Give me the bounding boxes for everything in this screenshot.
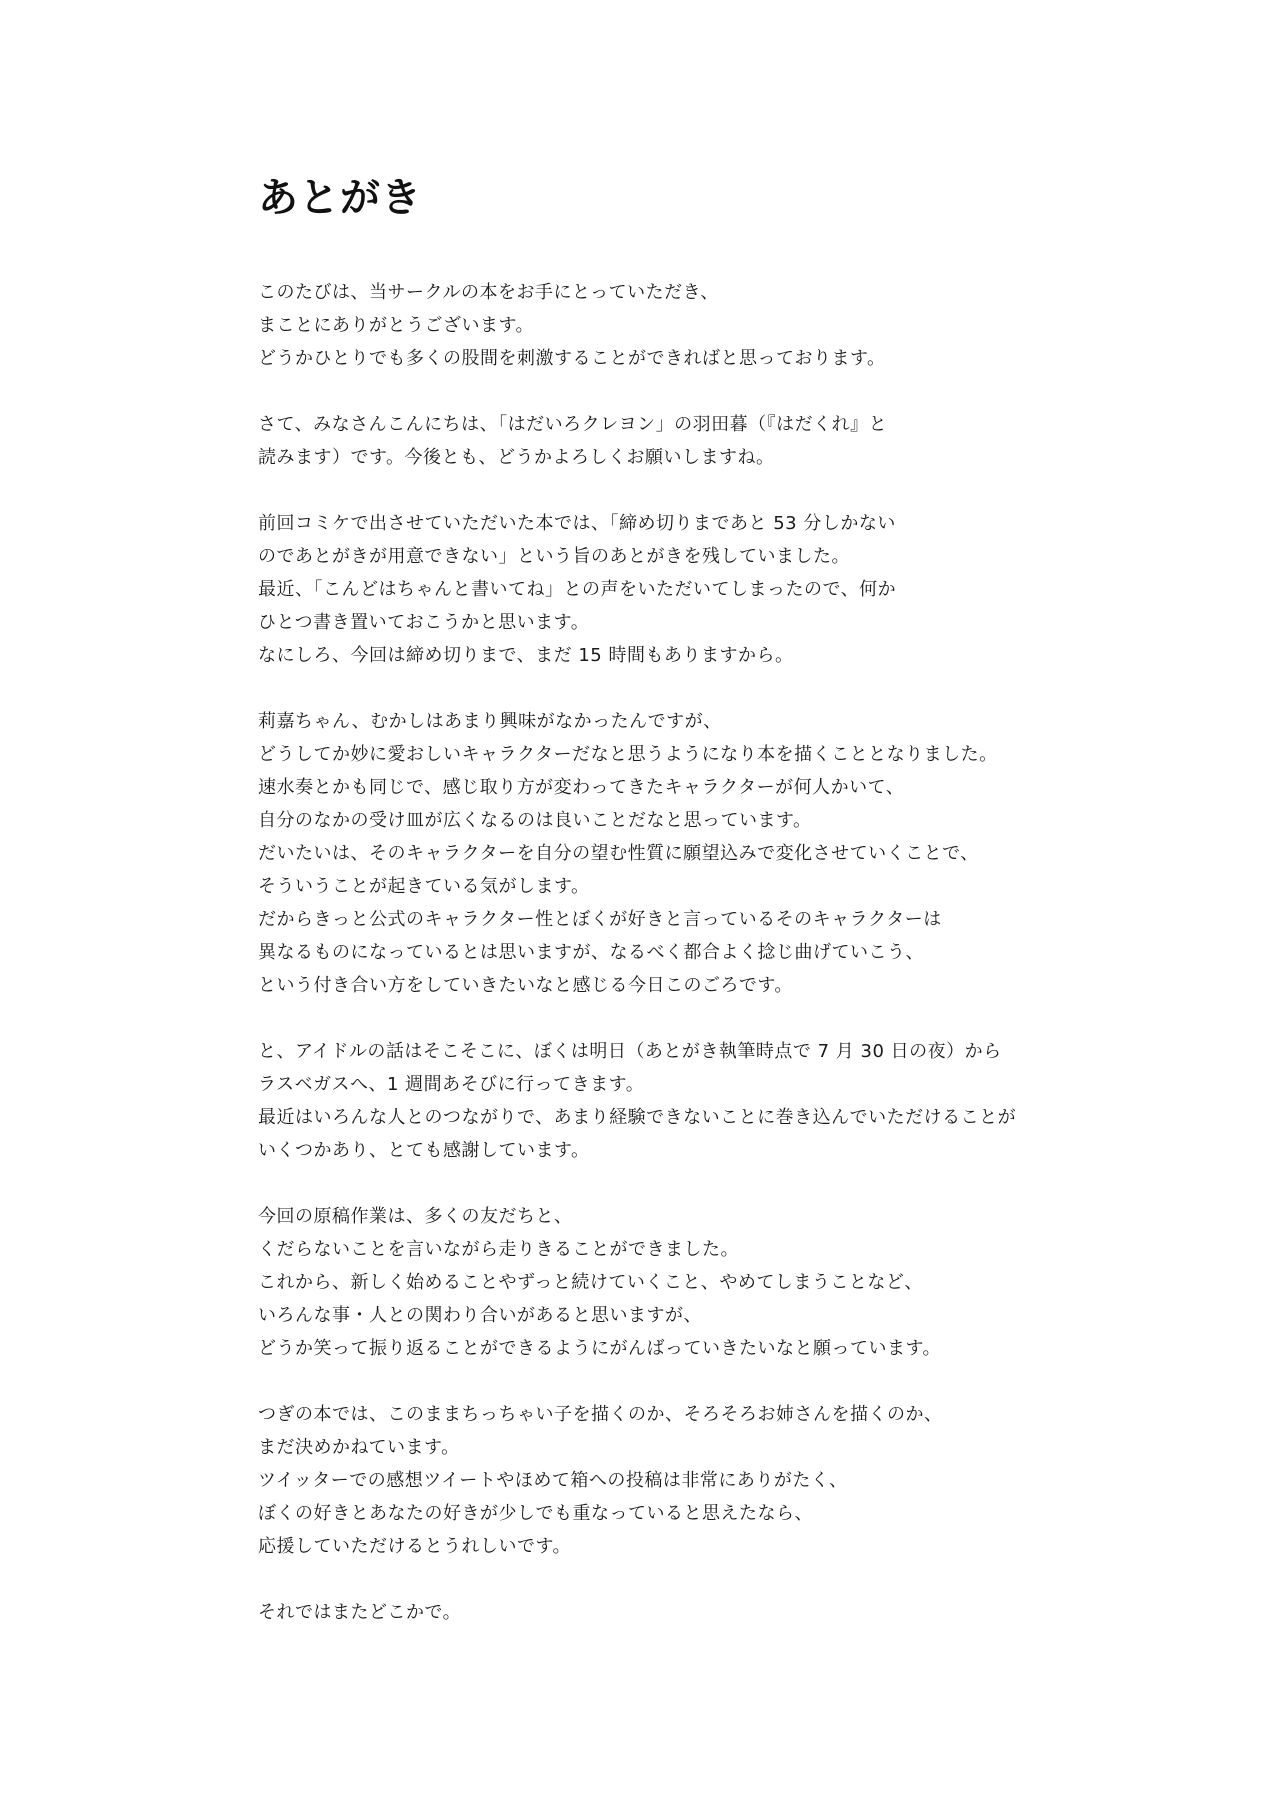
text-line: 速水奏とかも同じで、感じ取り方が変わってきたキャラクターが何人かいて、 [258, 777, 905, 798]
text-line: そういうことが起きている気がします。 [258, 876, 590, 897]
afterword-body [258, 276, 1058, 1662]
page-title: あとがき [258, 175, 422, 221]
text-line: まだ決めかねています。 [258, 1437, 460, 1458]
paragraph [258, 1398, 1058, 1563]
paragraph [258, 408, 1058, 474]
text-line: のであとがきが用意できない」という旨のあとがきを残していました。 [258, 546, 850, 567]
paragraph [258, 507, 1058, 672]
text-line: どうかひとりでも多くの股間を刺激することができればと思っております。 [258, 348, 886, 369]
paragraph [258, 1596, 1058, 1629]
text-line: 最近はいろんな人とのつながりで、あまり経験できないことに巻き込んでいただけることが [258, 1107, 1017, 1128]
text-line: と、アイドルの話はそこそこに、ぼくは明日（あとがき執筆時点で 7 月 30 日の夜）から [258, 1041, 1002, 1062]
paragraph [258, 705, 1058, 1002]
text-line: 自分のなかの受け皿が広くなるのは良いことだなと思っています。 [258, 810, 812, 831]
text-line: このたびは、当サークルの本をお手にとっていただき、 [258, 282, 719, 303]
text-line: だからきっと公式のキャラクター性とぼくが好きと言っているそのキャラクターは [258, 909, 942, 930]
text-line: ひとつ書き置いておこうかと思います。 [258, 612, 590, 633]
text-line: なにしろ、今回は締め切りまで、まだ 15 時間もありますから。 [258, 645, 794, 666]
text-line: いろんな事・人との関わり合いがあると思いますが、 [258, 1305, 702, 1326]
text-line: という付き合い方をしていきたいなと感じる今日このごろです。 [258, 975, 793, 996]
text-line: どうしてか妙に愛おしいキャラクターだなと思うようになり本を描くこととなりました。 [258, 744, 998, 765]
text-line: だいたいは、そのキャラクターを自分の望む性質に願望込みで変化させていくことで、 [258, 843, 979, 864]
text-line: ツイッターでの感想ツイートやほめて箱への投稿は非常にありがたく、 [258, 1470, 848, 1491]
paragraph [258, 276, 1058, 375]
text-line: それではまたどこかで。 [258, 1602, 462, 1623]
text-line: 莉嘉ちゃん、むかしはあまり興味がなかったんですが、 [258, 711, 722, 732]
text-line: 今回の原稿作業は、多くの友だちと、 [258, 1206, 573, 1227]
text-line: 最近、「こんどはちゃんと書いてね」との声をいただいてしまったので、何か [258, 579, 897, 600]
text-line: ぼくの好きとあなたの好きが少しでも重なっていると思えたなら、 [258, 1503, 813, 1524]
text-line: どうか笑って振り返ることができるようにがんばっていきたいなと願っています。 [258, 1338, 942, 1359]
text-line: ラスベガスへ、1 週間あそびに行ってきます。 [258, 1074, 645, 1095]
text-line: くだらないことを言いながら走りきることができました。 [258, 1239, 739, 1260]
text-line: 前回コミケで出させていただいた本では、「締め切りまであと 53 分しかない [258, 513, 896, 534]
paragraph [258, 1035, 1058, 1167]
text-line: 異なるものになっているとは思いますが、なるべく都合よく捻じ曲げていこう、 [258, 942, 924, 963]
text-line: さて、みなさんこんにちは、「はだいろクレヨン」の羽田暮（『はだくれ』と [258, 414, 888, 435]
paragraph [258, 1200, 1058, 1365]
text-line: つぎの本では、このままちっちゃい子を描くのか、そろそろお姉さんを描くのか、 [258, 1404, 943, 1425]
text-line: 応援していただけるとうれしいです。 [258, 1536, 572, 1557]
text-line: 読みます）です。今後とも、どうかよろしくお願いしますね。 [258, 447, 775, 468]
text-line: まことにありがとうございます。 [258, 315, 535, 336]
text-line: これから、新しく始めることやずっと続けていくこと、やめてしまうことなど、 [258, 1272, 923, 1293]
text-line: いくつかあり、とても感謝しています。 [258, 1140, 590, 1161]
